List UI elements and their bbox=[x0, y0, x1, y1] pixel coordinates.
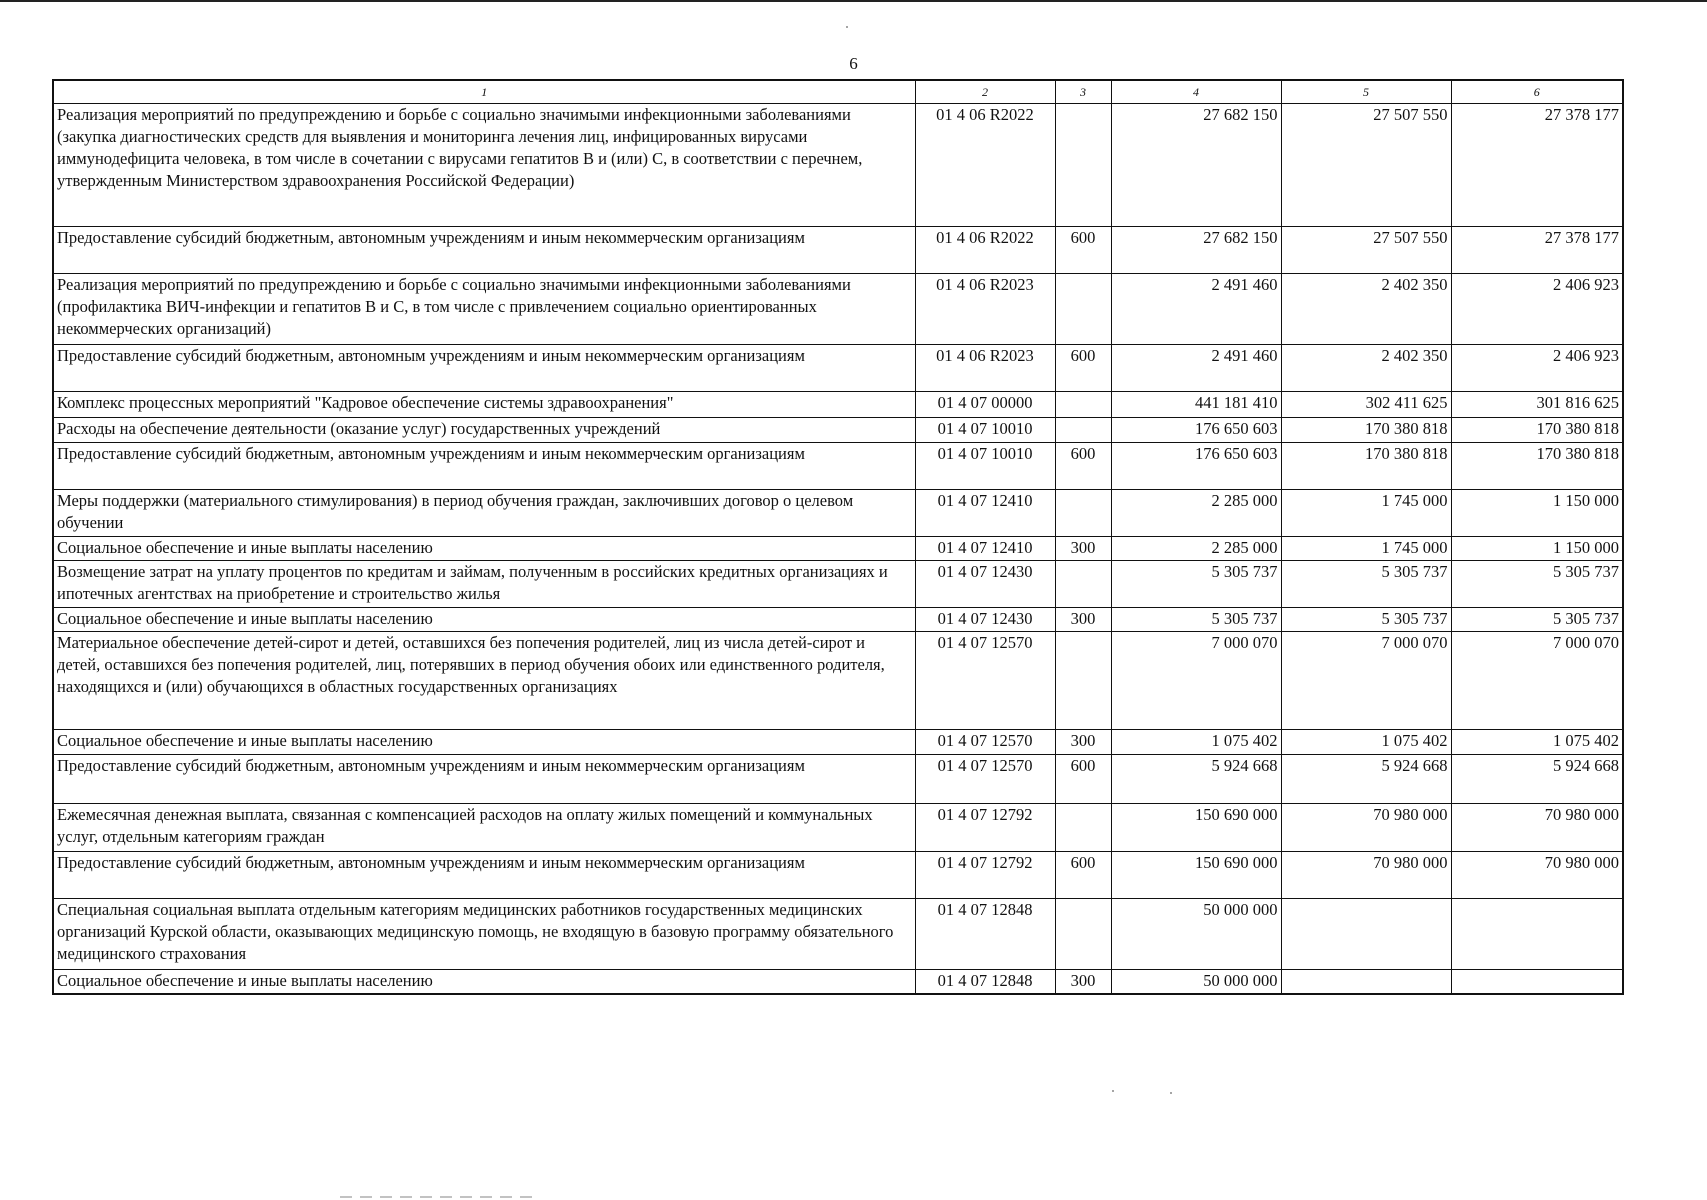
row-code: 01 4 07 12570 bbox=[915, 632, 1055, 730]
table-row bbox=[53, 608, 1623, 632]
page-number: 6 bbox=[849, 54, 858, 73]
row-value-col6: 2 406 923 bbox=[1451, 345, 1623, 392]
row-expense-type bbox=[1055, 804, 1111, 852]
row-value-col4: 2 491 460 bbox=[1111, 274, 1281, 345]
row-value-col4: 2 285 000 bbox=[1111, 537, 1281, 561]
row-expense-type: 600 bbox=[1055, 852, 1111, 899]
row-value-col4: 27 682 150 bbox=[1111, 227, 1281, 274]
table-row bbox=[53, 561, 1623, 608]
table-row bbox=[53, 852, 1623, 899]
row-value-col4: 5 924 668 bbox=[1111, 755, 1281, 804]
row-name: Реализация мероприятий по предупреждению и борьбе с социально значимыми инфекционными заболеваниями (профилактика ВИЧ-инфекции и гепатитов В и С, в том числе с привлечением социально ориентированных некоммерческих организаций) bbox=[53, 274, 915, 345]
row-value-col5: 2 402 350 bbox=[1281, 345, 1451, 392]
table-row bbox=[53, 804, 1623, 852]
row-code: 01 4 07 10010 bbox=[915, 443, 1055, 490]
column-header: 1 bbox=[53, 80, 915, 104]
row-expense-type bbox=[1055, 274, 1111, 345]
column-header: 4 bbox=[1111, 80, 1281, 104]
row-value-col5: 27 507 550 bbox=[1281, 227, 1451, 274]
row-value-col4: 50 000 000 bbox=[1111, 970, 1281, 994]
row-value-col5: 1 745 000 bbox=[1281, 490, 1451, 537]
row-value-col5: 27 507 550 bbox=[1281, 104, 1451, 227]
row-code: 01 4 07 12410 bbox=[915, 537, 1055, 561]
row-name: Расходы на обеспечение деятельности (оказание услуг) государственных учреждений bbox=[53, 418, 915, 443]
table-row bbox=[53, 345, 1623, 392]
row-value-col4: 5 305 737 bbox=[1111, 608, 1281, 632]
row-value-col4: 150 690 000 bbox=[1111, 852, 1281, 899]
row-value-col4: 176 650 603 bbox=[1111, 443, 1281, 490]
row-value-col6: 301 816 625 bbox=[1451, 392, 1623, 418]
row-name: Предоставление субсидий бюджетным, автономным учреждениям и иным некоммерческим организациям bbox=[53, 852, 915, 899]
row-value-col5: 170 380 818 bbox=[1281, 443, 1451, 490]
row-value-col5: 7 000 070 bbox=[1281, 632, 1451, 730]
row-value-col4: 176 650 603 bbox=[1111, 418, 1281, 443]
row-value-col6: 5 305 737 bbox=[1451, 608, 1623, 632]
row-code: 01 4 07 12410 bbox=[915, 490, 1055, 537]
row-code: 01 4 07 12570 bbox=[915, 730, 1055, 755]
row-name: Предоставление субсидий бюджетным, автономным учреждениям и иным некоммерческим организациям bbox=[53, 755, 915, 804]
row-value-col4: 27 682 150 bbox=[1111, 104, 1281, 227]
row-name: Предоставление субсидий бюджетным, автономным учреждениям и иным некоммерческим организациям bbox=[53, 227, 915, 274]
row-name: Комплекс процессных мероприятий "Кадровое обеспечение системы здравоохранения" bbox=[53, 392, 915, 418]
row-value-col4: 5 305 737 bbox=[1111, 561, 1281, 608]
row-name: Социальное обеспечение и иные выплаты населению bbox=[53, 608, 915, 632]
row-expense-type: 600 bbox=[1055, 227, 1111, 274]
row-expense-type bbox=[1055, 561, 1111, 608]
row-name: Специальная социальная выплата отдельным категориям медицинских работников государственных медицинских организаций Курской области, оказывающих медицинскую помощь, не входящую в базовую программу обязательного медицинского страхования bbox=[53, 899, 915, 970]
row-value-col5: 1 075 402 bbox=[1281, 730, 1451, 755]
row-expense-type: 300 bbox=[1055, 608, 1111, 632]
table-row bbox=[53, 274, 1623, 345]
row-value-col6: 170 380 818 bbox=[1451, 418, 1623, 443]
row-expense-type bbox=[1055, 899, 1111, 970]
row-value-col4: 150 690 000 bbox=[1111, 804, 1281, 852]
row-code: 01 4 06 R2022 bbox=[915, 227, 1055, 274]
table-row bbox=[53, 730, 1623, 755]
row-code: 01 4 06 R2023 bbox=[915, 274, 1055, 345]
row-value-col4: 7 000 070 bbox=[1111, 632, 1281, 730]
row-value-col6: 170 380 818 bbox=[1451, 443, 1623, 490]
row-value-col4: 441 181 410 bbox=[1111, 392, 1281, 418]
row-name: Предоставление субсидий бюджетным, автономным учреждениям и иным некоммерческим организациям bbox=[53, 345, 915, 392]
row-value-col5: 5 305 737 bbox=[1281, 608, 1451, 632]
row-name: Ежемесячная денежная выплата, связанная с компенсацией расходов на оплату жилых помещений и коммунальных услуг, отдельным категориям граждан bbox=[53, 804, 915, 852]
row-value-col6: 5 924 668 bbox=[1451, 755, 1623, 804]
row-value-col5: 70 980 000 bbox=[1281, 852, 1451, 899]
scan-speck bbox=[1170, 1092, 1172, 1094]
row-name: Реализация мероприятий по предупреждению и борьбе с социально значимыми инфекционными заболеваниями (закупка диагностических средств для выявления и мониторинга лечения лиц, инфицированных вирусами иммунодефицита человека, в том числе в сочетании с вирусами гепатитов В и (или) С, в соответствии с перечнем, утвержденным Министерством здравоохранения Российской Федерации) bbox=[53, 104, 915, 227]
table-row bbox=[53, 418, 1623, 443]
row-expense-type: 600 bbox=[1055, 345, 1111, 392]
row-value-col5: 170 380 818 bbox=[1281, 418, 1451, 443]
table-row bbox=[53, 443, 1623, 490]
row-value-col5: 70 980 000 bbox=[1281, 804, 1451, 852]
row-name: Меры поддержки (материального стимулирования) в период обучения граждан, заключивших договор о целевом обучении bbox=[53, 490, 915, 537]
row-code: 01 4 07 12430 bbox=[915, 561, 1055, 608]
budget-table bbox=[52, 79, 1624, 995]
row-expense-type: 600 bbox=[1055, 755, 1111, 804]
row-value-col6: 27 378 177 bbox=[1451, 227, 1623, 274]
table-row bbox=[53, 392, 1623, 418]
table-row bbox=[53, 755, 1623, 804]
row-value-col5 bbox=[1281, 970, 1451, 994]
row-value-col6: 1 150 000 bbox=[1451, 537, 1623, 561]
row-code: 01 4 07 12570 bbox=[915, 755, 1055, 804]
row-value-col6: 1 075 402 bbox=[1451, 730, 1623, 755]
row-value-col5: 5 924 668 bbox=[1281, 755, 1451, 804]
scan-speck bbox=[846, 26, 848, 28]
row-expense-type bbox=[1055, 104, 1111, 227]
row-value-col5: 5 305 737 bbox=[1281, 561, 1451, 608]
row-value-col6 bbox=[1451, 970, 1623, 994]
column-header: 5 bbox=[1281, 80, 1451, 104]
row-expense-type bbox=[1055, 418, 1111, 443]
row-name: Социальное обеспечение и иные выплаты населению bbox=[53, 537, 915, 561]
row-value-col6: 2 406 923 bbox=[1451, 274, 1623, 345]
row-value-col6: 70 980 000 bbox=[1451, 804, 1623, 852]
row-name: Возмещение затрат на уплату процентов по кредитам и займам, полученным в российских кредитных организациях и ипотечных агентствах на приобретение и строительство жилья bbox=[53, 561, 915, 608]
scan-speck bbox=[1112, 1090, 1114, 1092]
table-row bbox=[53, 899, 1623, 970]
row-expense-type bbox=[1055, 392, 1111, 418]
scan-artifact bbox=[340, 1196, 540, 1198]
row-value-col4: 2 491 460 bbox=[1111, 345, 1281, 392]
row-value-col4: 2 285 000 bbox=[1111, 490, 1281, 537]
table-row bbox=[53, 104, 1623, 227]
row-name: Предоставление субсидий бюджетным, автономным учреждениям и иным некоммерческим организациям bbox=[53, 443, 915, 490]
table-row bbox=[53, 537, 1623, 561]
row-code: 01 4 07 00000 bbox=[915, 392, 1055, 418]
row-code: 01 4 07 12792 bbox=[915, 852, 1055, 899]
row-value-col6 bbox=[1451, 899, 1623, 970]
row-name: Социальное обеспечение и иные выплаты населению bbox=[53, 730, 915, 755]
row-value-col6: 27 378 177 bbox=[1451, 104, 1623, 227]
row-value-col4: 50 000 000 bbox=[1111, 899, 1281, 970]
table-row bbox=[53, 490, 1623, 537]
row-name: Социальное обеспечение и иные выплаты населению bbox=[53, 970, 915, 994]
table-row bbox=[53, 227, 1623, 274]
table-row bbox=[53, 632, 1623, 730]
row-value-col6: 5 305 737 bbox=[1451, 561, 1623, 608]
column-header: 6 bbox=[1451, 80, 1623, 104]
row-value-col5: 302 411 625 bbox=[1281, 392, 1451, 418]
row-code: 01 4 07 12430 bbox=[915, 608, 1055, 632]
row-code: 01 4 06 R2023 bbox=[915, 345, 1055, 392]
row-value-col6: 1 150 000 bbox=[1451, 490, 1623, 537]
row-expense-type: 300 bbox=[1055, 537, 1111, 561]
table-row bbox=[53, 970, 1623, 994]
row-expense-type bbox=[1055, 632, 1111, 730]
row-code: 01 4 07 12848 bbox=[915, 970, 1055, 994]
row-expense-type bbox=[1055, 490, 1111, 537]
table-header-row bbox=[53, 80, 1623, 104]
row-code: 01 4 06 R2022 bbox=[915, 104, 1055, 227]
row-value-col6: 7 000 070 bbox=[1451, 632, 1623, 730]
row-value-col6: 70 980 000 bbox=[1451, 852, 1623, 899]
row-value-col5: 2 402 350 bbox=[1281, 274, 1451, 345]
row-value-col5: 1 745 000 bbox=[1281, 537, 1451, 561]
row-expense-type: 300 bbox=[1055, 970, 1111, 994]
row-value-col4: 1 075 402 bbox=[1111, 730, 1281, 755]
row-name: Материальное обеспечение детей-сирот и детей, оставшихся без попечения родителей, лиц из числа детей-сирот и детей, оставшихся без попечения родителей, лиц, потерявших в период обучения обоих или единственного родителя, находящихся и (или) обучающихся в областных государственных организациях bbox=[53, 632, 915, 730]
row-value-col5 bbox=[1281, 899, 1451, 970]
column-header: 3 bbox=[1055, 80, 1111, 104]
row-expense-type: 300 bbox=[1055, 730, 1111, 755]
row-expense-type: 600 bbox=[1055, 443, 1111, 490]
row-code: 01 4 07 10010 bbox=[915, 418, 1055, 443]
row-code: 01 4 07 12792 bbox=[915, 804, 1055, 852]
column-header: 2 bbox=[915, 80, 1055, 104]
row-code: 01 4 07 12848 bbox=[915, 899, 1055, 970]
